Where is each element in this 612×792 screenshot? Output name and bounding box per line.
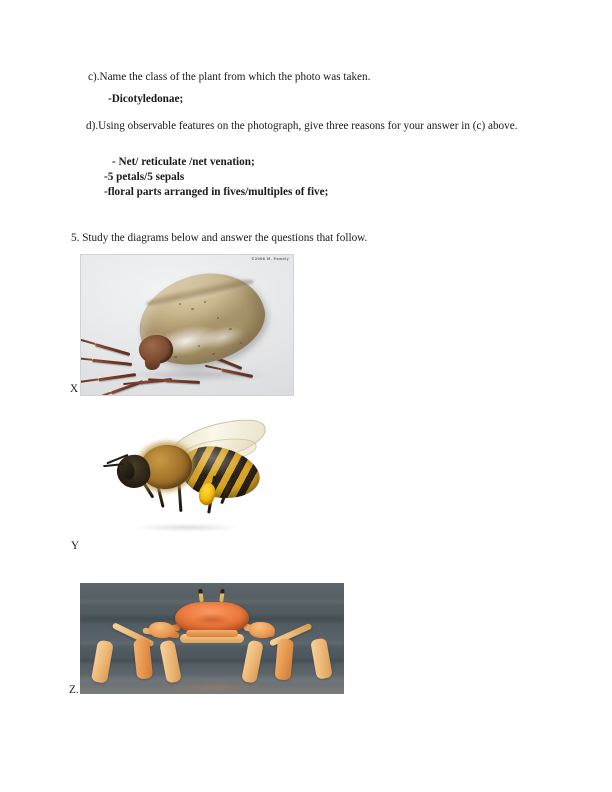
question-d-answer-3: -floral parts arranged in fives/multiples of five; <box>104 186 329 198</box>
question-c-answer: -Dicotyledonae; <box>108 93 184 105</box>
question-d-answer-1: - Net/ reticulate /net venation; <box>112 156 255 168</box>
figure-z-crab <box>80 583 344 694</box>
question-c-prompt: c).Name the class of the plant from which the photo was taken. <box>88 71 371 83</box>
crab-water-reflection <box>154 682 270 692</box>
tick-spot <box>212 353 214 355</box>
figure-label-x: X <box>70 383 79 395</box>
figure-y-bee <box>98 417 272 539</box>
bee-ground-shadow <box>133 523 241 532</box>
figure-label-z: Z. <box>69 684 79 696</box>
tick-spot <box>179 303 181 305</box>
figure-label-y: Y <box>71 540 80 552</box>
crab-mouthparts <box>186 630 239 638</box>
tick-spot <box>174 356 176 358</box>
question-5-prompt: 5. Study the diagrams below and answer the questions that follow. <box>71 232 368 244</box>
tick-spot <box>198 345 200 347</box>
crab-claw-left <box>149 622 175 639</box>
question-d-prompt: d).Using observable features on the photograph, give three reasons for your answer in (c) above. <box>86 120 518 132</box>
tick-spot <box>229 328 231 330</box>
question-d-answer-2: -5 petals/5 sepals <box>104 171 185 183</box>
crab-claw-right <box>249 622 275 639</box>
tick-spot <box>217 317 219 319</box>
figure-x-watermark: ©2008 M. Powely <box>251 257 289 261</box>
water-shadow-band <box>80 658 344 663</box>
figure-x-tick <box>80 254 294 396</box>
tick-spot <box>191 308 193 310</box>
